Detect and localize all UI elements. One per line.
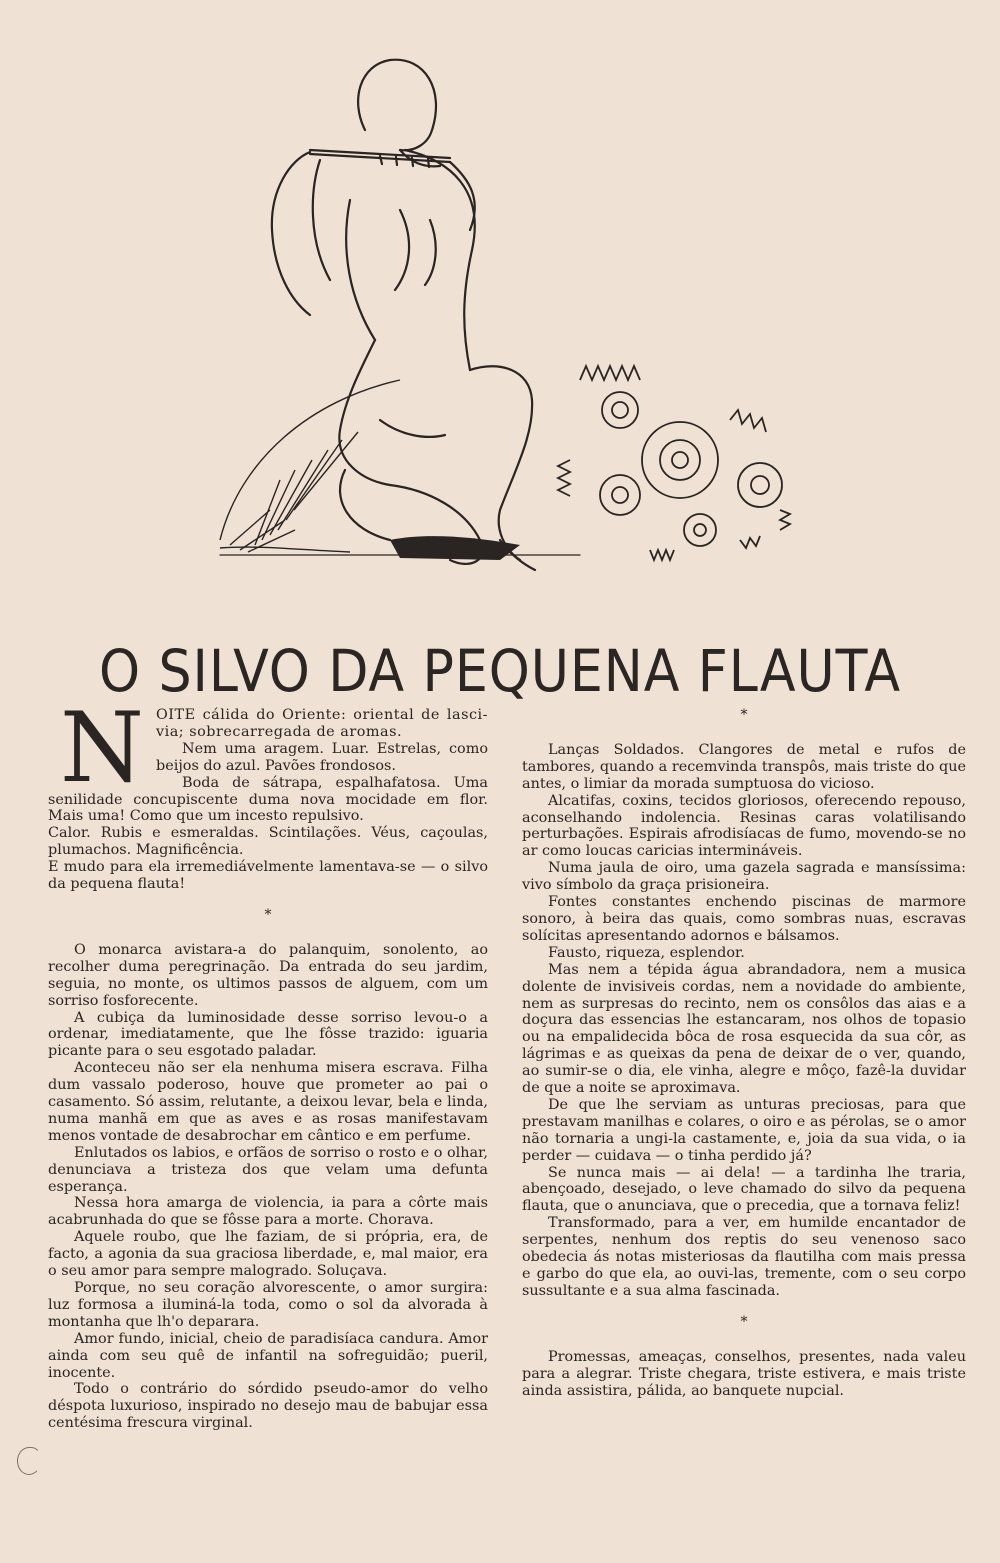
body-paragraph: Se nunca mais — ai dela! — a tardinha lhe traria, abençoado, desejado, o leve chamado do silvo da pequena flauta, que o anunciava, que o precedia, que a tornava feliz! [522, 1164, 966, 1215]
body-paragraph: Amor fundo, inicial, cheio de paradisíaca candura. Amor ainda com seu quê de infantil na sofreguidão; pueril, inocente. [48, 1330, 488, 1381]
body-paragraph: O monarca avistara-a do palanquim, sonolento, ao recolher duma peregrinação. Da entrada do seu jardim, seguia, no monte, os ultimos passos de alguem, com um sorriso fosforecente. [48, 941, 488, 1009]
intro-paragraph: Boda de sátrapa, espalhafatosa. Uma senilidade concupiscente duma nova mocidade em flor. Mais uma! Como que um incesto repulsivo. [48, 774, 488, 825]
body-paragraph: Transformado, para a ver, em humilde encantador de serpentes, nenhum dos reptis do seu venenoso saco obedecia ás notas misteriosas da flautilha com mais pressa e garbo do que ela, ao ouvi-las, tremente, com o seu corpo sussultante e a sua alma fascinada. [522, 1215, 966, 1299]
body-paragraph: Fontes constantes enchendo piscinas de marmore sonoro, à beira das quais, como sombras nuas, escravas solícitas apresentando adornos e bálsamos. [522, 894, 966, 944]
body-paragraph: Aconteceu não ser ela nenhuma misera escrava. Filha dum vassalo poderoso, houve que prometer ao pai o casamento. Só assim, relutante, a deixou levar, bela e linda, numa manhã em que as aves e as rosas manifestavam menos vontade de desabrochar em cântico e em perfume. [48, 1060, 488, 1144]
flute-player-illustration [200, 40, 800, 600]
intro-paragraph: Calor. Rubis e esmeraldas. Scintilações. Véus, caçoulas, plumachos. Magnificência. [48, 825, 488, 859]
body-paragraph: Mas nem a tépida água abrandadora, nem a musica dolente de invisiveis cordas, nem a novidade do ambiente, nem as surpresas do recinto, nem os consôlos das aias e a doçura das essencias lhe estancaram, nos olhos de topasio ou na empalidecida bôca de rosa esquecida da sua côr, as lágrimas e as queixas da pena de deixar de o ver, quando, ao sumir-se o dia, ele vinha, alegre e môço, fazê-la duvidar de que a noite se aproximava. [522, 961, 966, 1097]
body-paragraph: Numa jaula de oiro, uma gazela sagrada e mansíssima: vivo símbolo da graça prisioneira. [522, 860, 966, 894]
body-paragraph: De que lhe serviam as unturas preciosas, para que prestavam manilhas e colares, o oiro e as pérolas, se o amor não tornaria a ungi-la castamente, e, joia da sua vida, o ia perder — cuidava — o tinha perdido já? [522, 1096, 966, 1164]
body-paragraph: Todo o contrário do sórdido pseudo-amor do velho déspota luxurioso, inspirado no desejo mau de babujar essa centésima frescura virginal. [48, 1381, 488, 1432]
body-paragraph: Lanças Soldados. Clangores de metal e rufos de tambores, quando a recemvinda transpôs, mais triste do que antes, o limiar da morada sumptuosa do vicioso. [522, 741, 966, 792]
body-paragraph: Enlutados os labios, e orfãos de sorriso o rosto e o olhar, denunciava a tristeza dos que velam uma defunta esperança. [48, 1144, 488, 1195]
figure-torso [405, 150, 475, 370]
body-paragraph: Nessa hora amarga de violencia, ia para a côrte mais acabrunhada do que se fôsse para a morte. Chorava. [48, 1195, 488, 1229]
section-separator: * [740, 707, 748, 723]
body-paragraph: Fausto, riqueza, esplendor. [548, 944, 745, 961]
section-separator: * [740, 1313, 748, 1330]
intro-paragraph: Nem uma aragem. Luar. Estrelas, como beijos do azul. Pavões frondosos. [156, 740, 488, 774]
article-title: O SILVO DA PEQUENA FLAUTA [99, 636, 901, 705]
body-paragraph: Aquele roubo, que lhe faziam, de si própria, era, de facto, a agonia da sua graciosa liberdade, e, mal maior, era o seu amor para sempre malogrado. Soluçava. [48, 1229, 488, 1280]
figure-head [358, 60, 436, 151]
body-paragraph: A cubiça da luminosidade desse sorriso levou-o a ordenar, imediatamente, que lhe fôsse trazido: iguaria picante para o seu esgotado paladar. [48, 1009, 488, 1060]
body-paragraph: Alcatifas, coxins, tecidos gloriosos, oferecendo repouso, aconselhando indolencia. Resinas caras volatilisando perturbações. Espirais afrodisíacas de fumo, movendo-se no ar como loucas caricias intermináveis. [522, 792, 966, 860]
dropcap: N [60, 692, 144, 804]
left-column [48, 692, 488, 1432]
page-corner-mark [17, 1447, 41, 1475]
body-paragraph: Porque, no seu coração alvorescente, o amor surgira: luz formosa a iluminá-la toda, como o sol da alvorada à montanha que lh'o deparara. [48, 1280, 488, 1330]
right-column [522, 707, 966, 1399]
body-paragraph: Promessas, ameaças, conselhos, presentes, nada valeu para a alegrar. Triste chegara, triste estivera, e mais triste ainda assistira, pálida, ao banquete nupcial. [522, 1348, 966, 1399]
section-separator: * [264, 906, 272, 923]
opening-paragraph: OITE cálida do Oriente: oriental de lasci-via; sobrecarregada de aromas. [156, 707, 488, 740]
intro-paragraph: E mudo para ela irremediávelmente lamentava-se — o silvo da pequena flauta! [48, 859, 488, 893]
